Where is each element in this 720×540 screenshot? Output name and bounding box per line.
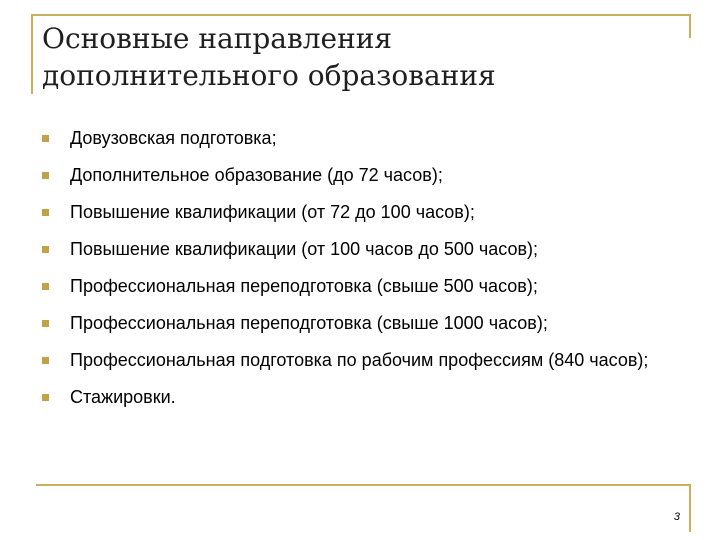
footer-right-border: [689, 484, 691, 532]
list-item-text: Дополнительное образование (до 72 часов);: [70, 165, 443, 185]
title-left-border: [31, 14, 33, 94]
list-item: [40, 312, 680, 334]
square-bullet-icon: [42, 246, 49, 253]
title-top-border: [31, 14, 689, 16]
list-item: [40, 201, 680, 223]
list-item: [40, 386, 680, 408]
list-item: [40, 238, 680, 260]
square-bullet-icon: [42, 283, 49, 290]
page-number: 3: [673, 511, 680, 523]
square-bullet-icon: [42, 172, 49, 179]
list-item-text: Повышение квалификации (от 72 до 100 часов);: [70, 202, 475, 222]
list-item: [40, 164, 680, 186]
footer-divider: [36, 484, 690, 486]
list-item: [40, 127, 680, 149]
title-right-border: [689, 14, 691, 38]
list-item: [40, 275, 680, 297]
list-item-text: Стажировки.: [70, 387, 176, 407]
slide-title-line-2: дополнительного образования: [42, 59, 496, 92]
directions-list: [40, 127, 680, 423]
list-item-text: Профессиональная переподготовка (свыше 1000 часов);: [70, 313, 548, 333]
square-bullet-icon: [42, 357, 49, 364]
slide-title-line-1: Основные направления: [42, 22, 393, 55]
list-item-text: Довузовская подготовка;: [70, 128, 277, 148]
square-bullet-icon: [42, 135, 49, 142]
square-bullet-icon: [42, 209, 49, 216]
slide-title: [42, 20, 682, 94]
list-item-text: Повышение квалификации (от 100 часов до 500 часов);: [70, 239, 539, 259]
square-bullet-icon: [42, 320, 49, 327]
list-item-text: Профессиональная переподготовка (свыше 500 часов);: [70, 276, 538, 296]
list-item: [40, 349, 680, 371]
list-item-text: Профессиональная подготовка по рабочим профессиям (840 часов);: [70, 350, 649, 370]
square-bullet-icon: [42, 394, 49, 401]
